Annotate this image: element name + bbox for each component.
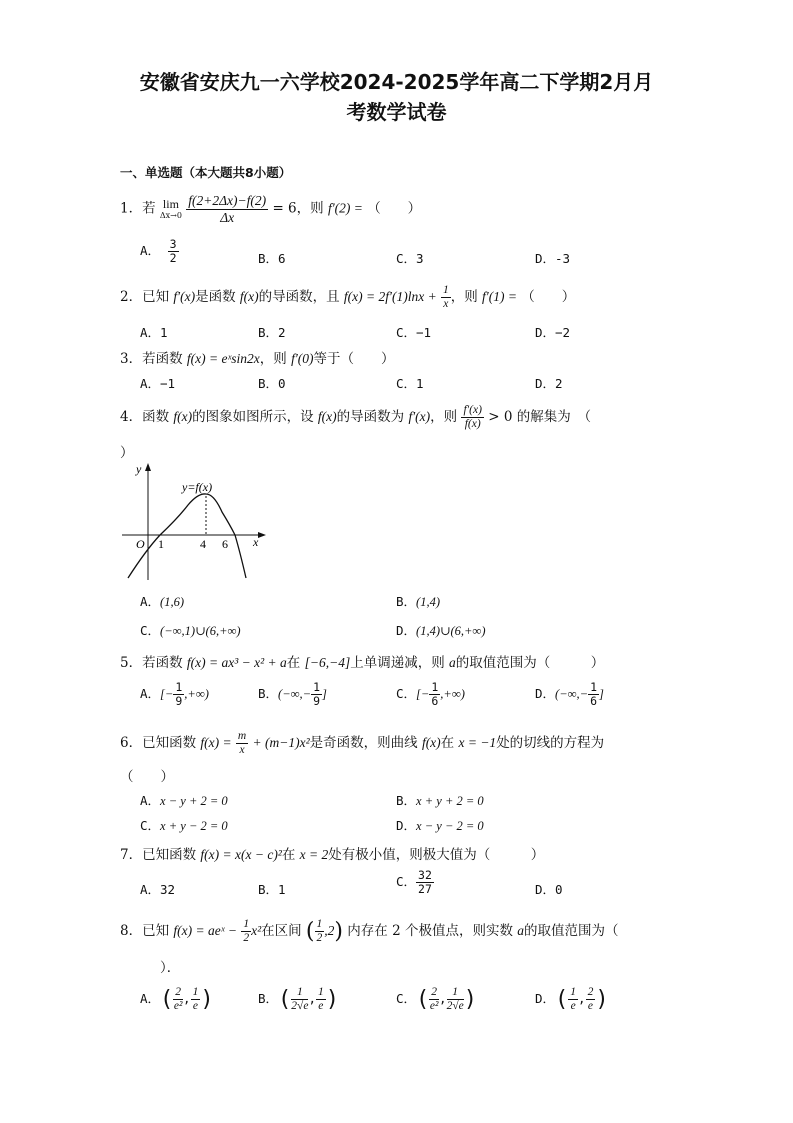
q4-option-b[interactable]: B．(1,4)	[396, 594, 440, 609]
question-6: 6．已知函数 f(x) = $\frac{m}{x}$ + (m−1)x²是奇函数，则曲线 f(x)在 x = −1处的切线的方程为	[120, 730, 605, 757]
question-2: 2．已知 f′(x)是函数 f(x)的导函数，且 f(x) = 2f′(1)lnx + $\frac{1}{x}$ ，则 f′(1) = （ ）	[120, 284, 576, 311]
q8-option-c[interactable]: C．( $\frac{2}{\text{e²}}$ , $\frac{1}{2√e}$ )	[396, 986, 477, 1013]
q8-option-b[interactable]: B．( $\frac{1}{2√e}$ , $\frac{1}{e}$ )	[258, 986, 339, 1013]
q1-option-d[interactable]: D．-3	[535, 251, 571, 266]
question-4-line2: ）	[120, 445, 134, 461]
q4-option-c[interactable]: C．(−∞,1)∪(6,+∞)	[140, 623, 241, 638]
y-label: y	[136, 462, 142, 476]
question-8-line2: ）．	[160, 960, 181, 976]
q2-option-b[interactable]: B．2	[258, 325, 286, 340]
q1-option-c[interactable]: C．3	[396, 251, 424, 266]
q7-option-c[interactable]: C． $\frac{32}{27}$	[396, 868, 432, 897]
q4-option-a[interactable]: A．(1,6)	[140, 594, 184, 609]
q8-option-d[interactable]: D．( $\frac{1}{e}$ , $\frac{2}{e}$ )	[535, 986, 609, 1013]
curve-y-fx	[128, 494, 246, 578]
question-5: 5．若函数 f(x) = ax³ − x² + a在 [−6,−4]上单调递减，则 a的取值范围为（ ）	[120, 655, 605, 671]
y-axis-arrow	[145, 463, 151, 471]
q5-option-d[interactable]: D．(−∞,− $\frac{1}{6}$ ]	[535, 680, 604, 709]
q6-option-d[interactable]: D．x − y − 2 = 0	[396, 818, 484, 833]
question-1: 1．若 lim Δx→0 $\frac{f(2+2\Delta x)-f(2)}{\Delta x}$ = 6，则 f′(2) = （ ）	[120, 193, 422, 225]
x-label: x	[253, 535, 259, 549]
q2-option-a[interactable]: A．1	[140, 325, 168, 340]
curve-label: y=f(x)	[182, 480, 213, 494]
q1-option-a[interactable]: A． $\frac{3}{2}$	[140, 237, 177, 266]
question-7: 7．已知函数 f(x) = x(x − c)²在 x = 2处有极小值，则极大值为（ ）	[120, 847, 545, 863]
q3-option-a[interactable]: A．−1	[140, 376, 176, 391]
q5-option-c[interactable]: C．[− $\frac{1}{6}$ ,+∞)	[396, 680, 465, 709]
question-8: 8．已知 f(x) = aeˣ − $\frac{1}{2}$ x²在区间 ( $\frac{1}{2}$ ,2) 内存在 2 个极值点，则实数 a的取值范围为（	[120, 918, 619, 945]
q6-option-b[interactable]: B．x + y + 2 = 0	[396, 793, 484, 808]
question-6-line2: （ ）	[120, 769, 174, 785]
origin-label: O	[136, 537, 145, 551]
q6-option-c[interactable]: C．x + y − 2 = 0	[140, 818, 228, 833]
tick-4: 4	[200, 537, 206, 551]
x-axis-arrow	[258, 532, 266, 538]
page-title-line1: 安徽省安庆九一六学校2024-2025学年高二下学期2月月	[139, 70, 654, 94]
function-graph	[118, 460, 278, 585]
tick-6: 6	[222, 537, 228, 551]
fraction: $\frac{f(2+2\Delta x)-f(2)}{\Delta x}$	[188, 193, 267, 225]
page-title-line2: 考数学试卷	[346, 100, 447, 124]
q7-option-d[interactable]: D．0	[535, 882, 563, 897]
q2-option-d[interactable]: D．−2	[535, 325, 571, 340]
q5-option-b[interactable]: B．(−∞,− $\frac{1}{9}$ ]	[258, 680, 327, 709]
q3-option-d[interactable]: D．2	[535, 376, 563, 391]
tick-1: 1	[158, 537, 164, 551]
question-4: 4．函数 f(x)的图象如图所示，设 f(x)的导函数为 f′(x)，则 $\frac{f'(x)}{f(x)}$ > 0 的解集为 （	[120, 404, 591, 431]
q4-option-d[interactable]: D．(1,4)∪(6,+∞)	[396, 623, 486, 638]
q3-option-c[interactable]: C．1	[396, 376, 424, 391]
section-heading: 一、单选题（本大题共8小题）	[120, 165, 292, 180]
q5-option-a[interactable]: A．[− $\frac{1}{9}$ ,+∞)	[140, 680, 209, 709]
q3-option-b[interactable]: B．0	[258, 376, 286, 391]
q7-option-b[interactable]: B．1	[258, 882, 286, 897]
question-3: 3．若函数 f(x) = eˣsin2x，则 f′(0)等于（ ）	[120, 351, 395, 367]
q6-option-a[interactable]: A．x − y + 2 = 0	[140, 793, 228, 808]
limit: lim Δx→0	[159, 196, 182, 221]
q2-option-c[interactable]: C．−1	[396, 325, 432, 340]
q7-option-a[interactable]: A．32	[140, 882, 176, 897]
q8-option-a[interactable]: A．( $\frac{2}{\text{e²}}$ , $\frac{1}{e}$ )	[140, 986, 214, 1013]
q1-option-b[interactable]: B．6	[258, 251, 286, 266]
